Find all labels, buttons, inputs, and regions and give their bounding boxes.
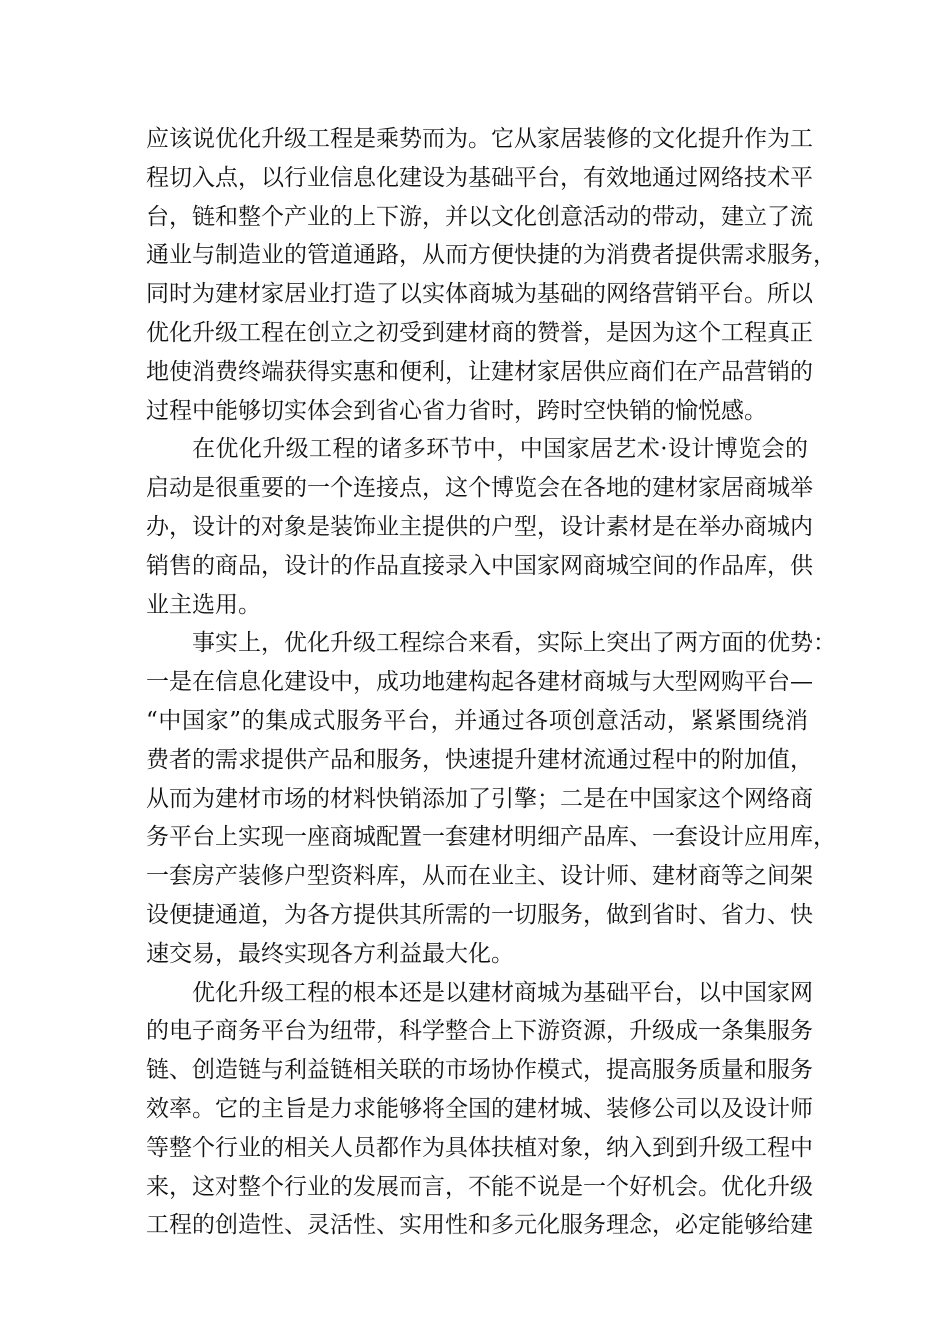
body-text [146,120,836,1245]
paragraph-3-line-6: 务平台上实现一座商城配置一套建材明细产品库、一套设计应用库， [146,824,836,851]
paragraph-3-line-7: 一套房产装修户型资料库，从而在业主、设计师、建材商等之间架 [146,863,813,890]
paragraph-3-line-1: 事实上，优化升级工程综合来看，实际上突出了两方面的优势： [192,630,836,657]
paragraph-4-line-3: 链、创造链与利益链相关联的市场协作模式，提高服务质量和服务 [146,1057,813,1084]
paragraph-4-line-5: 等整个行业的相关人员都作为具体扶植对象，纳入到到升级工程中 [146,1134,813,1161]
paragraph-2-line-1: 在优化升级工程的诸多环节中，中国家居艺术·设计博览会的 [192,436,808,463]
paragraph-4-line-6: 来，这对整个行业的发展而言，不能不说是一个好机会。优化升级 [146,1173,813,1200]
paragraph-1-line-4: 通业与制造业的管道通路，从而方便快捷的为消费者提供需求服务， [146,242,836,269]
paragraph-3-line-4: 费者的需求提供产品和服务，快速提升建材流通过程中的附加值， [146,746,813,773]
paragraph-1-line-2: 程切入点，以行业信息化建设为基础平台，有效地通过网络技术平 [146,164,813,191]
paragraph-4-line-1: 优化升级工程的根本还是以建材商城为基础平台，以中国家网 [192,979,813,1006]
paragraph-1-line-1: 应该说优化升级工程是乘势而为。它从家居装修的文化提升作为工 [146,126,813,152]
paragraph-2-line-5: 业主选用。 [146,591,261,618]
paragraph-4-line-7: 工程的创造性、灵活性、实用性和多元化服务理念，必定能够给建 [146,1212,813,1239]
paragraph-3-line-9: 速交易，最终实现各方利益最大化。 [146,940,514,967]
paragraph-3-line-2: 一是在信息化建设中，成功地建构起各建材商城与大型网购平台— [146,669,813,696]
paragraph-1-line-6: 优化升级工程在创立之初受到建材商的赞誉，是因为这个工程真正 [146,319,813,346]
paragraph-3-line-3: “中国家”的集成式服务平台，并通过各项创意活动，紧紧围绕消 [146,707,808,734]
paragraph-1-line-7: 地使消费终端获得实惠和便利，让建材家居供应商们在产品营销的 [146,358,813,385]
paragraph-3-line-8: 设便捷通道，为各方提供其所需的一切服务，做到省时、省力、快 [146,901,813,928]
paragraph-2-line-2: 启动是很重要的一个连接点，这个博览会在各地的建材家居商城举 [146,475,813,502]
paragraph-1-line-8: 过程中能够切实体会到省心省力省时，跨时空快销的愉悦感。 [146,397,767,424]
paragraph-2-line-4: 销售的商品，设计的作品直接录入中国家网商城空间的作品库，供 [146,552,813,579]
paragraph-3-line-5: 从而为建材市场的材料快销添加了引擎；二是在中国家这个网络商 [146,785,813,812]
paragraph-1-line-5: 同时为建材家居业打造了以实体商城为基础的网络营销平台。所以 [146,281,813,308]
paragraph-4-line-2: 的电子商务平台为纽带，科学整合上下游资源，升级成一条集服务 [146,1018,813,1045]
paragraph-2-line-3: 办，设计的对象是装饰业主提供的户型，设计素材是在举办商城内 [146,513,813,540]
paragraph-4-line-4: 效率。它的主旨是力求能够将全国的建材城、装修公司以及设计师 [146,1095,813,1122]
paragraph-1-line-3: 台，链和整个产业的上下游，并以文化创意活动的带动，建立了流 [146,203,813,230]
